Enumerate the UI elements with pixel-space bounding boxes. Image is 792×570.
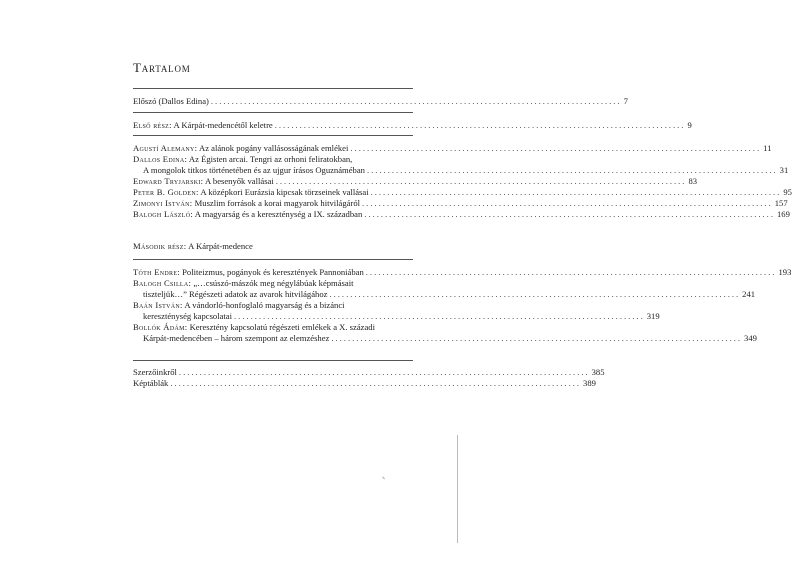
entry-title: A Kárpát-medencétől keletre xyxy=(173,120,273,130)
page-number: 319 xyxy=(646,311,660,321)
toc-entry-plates[interactable] xyxy=(133,378,596,389)
toc-block-part2-chapters xyxy=(133,267,792,344)
dot-leader: ................................................................................................... xyxy=(362,198,773,208)
dot-leader: ................................................................................................... xyxy=(331,333,743,343)
page-title: Tartalom xyxy=(133,60,191,75)
dot-leader: ................................................................................................... xyxy=(329,289,741,299)
scan-mark xyxy=(380,477,385,482)
part-label: Első rész: xyxy=(133,120,172,130)
toc-entry-alemany[interactable] xyxy=(133,143,772,154)
author-name: Bollók Ádám: xyxy=(133,322,188,332)
toc-entry-authors[interactable] xyxy=(133,367,605,378)
toc-part2-heading[interactable] xyxy=(133,241,413,252)
page-number: 389 xyxy=(583,378,596,388)
divider xyxy=(133,259,413,260)
page-number: 385 xyxy=(591,367,605,377)
page-edge-line xyxy=(457,435,458,543)
entry-title: A magyarság és a kereszténység a IX. században xyxy=(194,209,363,219)
author-name: Edward Tryjarski: xyxy=(133,176,204,186)
entry-title: Az alánok pogány vallásosságának emlékei xyxy=(199,143,349,153)
toc-entry-dallos[interactable] xyxy=(133,154,413,165)
page-number: 193 xyxy=(778,267,792,277)
toc-block-part1-chapters xyxy=(133,143,792,220)
entry-title-cont: A mongolok titkos történetében és az ujgur írásos Oguznáméban xyxy=(143,165,365,175)
page-number: 9 xyxy=(687,120,692,130)
toc-entry-golden[interactable] xyxy=(133,187,792,198)
entry-title: A Kárpát-medence xyxy=(188,241,253,251)
author-name: Baán István: xyxy=(133,300,183,310)
toc-entry-toth[interactable] xyxy=(133,267,792,278)
entry-title: Keresztény kapcsolatú régészeti emlékek a X. századi xyxy=(189,322,375,332)
toc-entry-foreword[interactable] xyxy=(133,96,628,107)
page-number: 7 xyxy=(623,96,628,106)
dot-leader: ................................................................................................... xyxy=(210,96,622,106)
page-number: 157 xyxy=(774,198,788,208)
entry-title-cont: Kárpát-medencében – három szempont az elemzéshez xyxy=(143,333,330,343)
entry-title: Politeizmus, pogányok és keresztények Pannoniában xyxy=(182,267,364,277)
author-name: Agustí Alemany: xyxy=(133,143,198,153)
dot-leader: ................................................................................................... xyxy=(274,120,686,130)
divider xyxy=(133,112,413,113)
entry-title: Képtáblák xyxy=(133,378,169,388)
toc-entry-balogh-csilla-cont[interactable] xyxy=(133,289,756,300)
toc-entry-zimonyi[interactable] xyxy=(133,198,788,209)
entry-title: Szerzőinkről xyxy=(133,367,177,377)
page-number: 11 xyxy=(763,143,772,153)
toc-entry-tryjarski[interactable] xyxy=(133,176,698,187)
entry-title: „…csúszó-mászók meg négylábúak képmásait xyxy=(193,278,354,288)
toc-entry-bollok-cont[interactable] xyxy=(133,333,757,344)
toc-entry-baan[interactable] xyxy=(133,300,413,311)
toc-entry-bollok[interactable] xyxy=(133,322,413,333)
entry-title: Muszlim források a korai magyarok hitvilágáról xyxy=(194,198,361,208)
entry-title: A besenyők vallásai xyxy=(205,176,274,186)
toc-block-appendix xyxy=(133,367,605,389)
dot-leader: ................................................................................................... xyxy=(350,143,762,153)
toc-entry-part1[interactable] xyxy=(133,120,692,131)
page-number: 241 xyxy=(742,289,756,299)
dot-leader: ................................................................................................... xyxy=(275,176,687,186)
dot-leader: ................................................................................................... xyxy=(234,311,645,321)
dot-leader: ................................................................................................... xyxy=(370,187,782,197)
page-number: 31 xyxy=(779,165,789,175)
toc-block-part1 xyxy=(133,120,692,131)
divider xyxy=(133,135,413,136)
toc-entry-balogh-csilla[interactable] xyxy=(133,278,413,289)
author-name: Balogh Csilla: xyxy=(133,278,192,288)
divider xyxy=(133,88,413,89)
dot-leader: ................................................................................................... xyxy=(178,367,590,377)
author-name: Zimonyi István: xyxy=(133,198,193,208)
entry-title: A vándorló-honfoglaló magyarság és a bizánci xyxy=(184,300,345,310)
dot-leader: ................................................................................................... xyxy=(365,267,777,277)
entry-title: A középkori Eurázsia kipcsak törzseinek vallásai xyxy=(200,187,369,197)
author-name: Peter B. Golden: xyxy=(133,187,199,197)
toc-entry-balogh-laszlo[interactable] xyxy=(133,209,790,220)
dot-leader: ................................................................................................... xyxy=(170,378,582,388)
page-number: 83 xyxy=(688,176,698,186)
dot-leader: ................................................................................................... xyxy=(364,209,775,219)
part-label: Második rész: xyxy=(133,241,187,251)
toc-block-foreword xyxy=(133,96,628,107)
author-name: Balogh László: xyxy=(133,209,194,219)
dot-leader: ................................................................................................... xyxy=(366,165,778,175)
page-number: 169 xyxy=(776,209,790,219)
entry-title-cont: kereszténység kapcsolatai xyxy=(143,311,233,321)
author-name: Dallos Edina: xyxy=(133,154,188,164)
entry-title: Az Égisten arcai. Tengri az orhoni feliratokban, xyxy=(188,154,353,164)
entry-title-cont: tiszteljük…” Régészeti adatok az avarok hitvilágához xyxy=(143,289,328,299)
entry-title: Előszó (Dallos Edina) xyxy=(133,96,209,106)
divider xyxy=(133,360,413,361)
author-name: Tóth Endre: xyxy=(133,267,180,277)
page-number: 349 xyxy=(744,333,757,343)
toc-entry-baan-cont[interactable] xyxy=(133,311,660,322)
toc-entry-dallos-cont[interactable] xyxy=(133,165,789,176)
page-number: 95 xyxy=(783,187,792,197)
